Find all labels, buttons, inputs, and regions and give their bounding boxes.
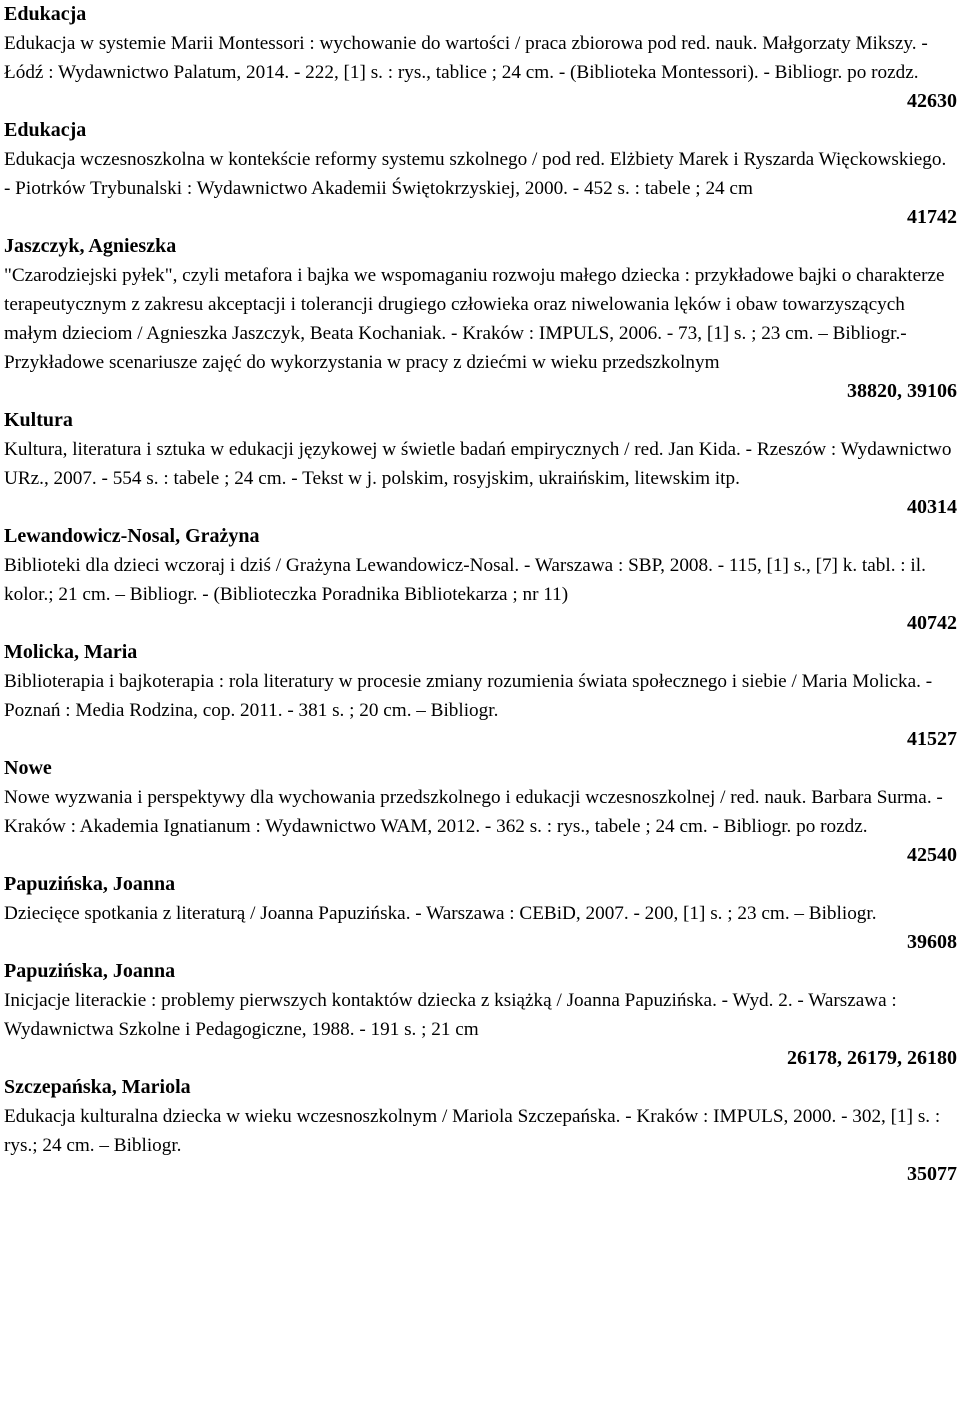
entry-signature: 42540 — [907, 844, 957, 866]
entry-signature: 41527 — [907, 728, 957, 750]
entry-heading: Nowe — [4, 757, 52, 779]
entry-heading: Szczepańska, Mariola — [4, 1076, 191, 1098]
entry-signature: 40742 — [907, 612, 957, 634]
entry-signature: 40314 — [907, 496, 957, 518]
entry-description: Inicjacje literackie : problemy pierwszych kontaktów dziecka z książką / Joanna Papuzińska. - Wyd. 2. - Warszawa : Wydawnictwa Szkolne i Pedagogiczne, 1988. - 191 s. ; 21 cm — [4, 990, 897, 1040]
entry-heading: Lewandowicz-Nosal, Grażyna — [4, 525, 260, 547]
catalog-entry — [0, 0, 960, 116]
catalog-entry — [0, 870, 960, 957]
entry-heading: Molicka, Maria — [4, 641, 138, 663]
entry-description: "Czarodziejski pyłek", czyli metafora i bajka we wspomaganiu rozwoju małego dziecka : przykładowe bajki o charakterze terapeutycznym z zakresu akceptacji i tolerancji drugiego człowieka oraz niwelowania lęków i obaw towarzyszących małym dzieciom / Agnieszka Jaszczyk, Beata Kochaniak. - Kraków : IMPULS, 2006. - 73, [1] s. ; 23 cm. – Bibliogr.- Przykładowe scenariusze zajęć do wykorzystania w pracy z dziećmi w wieku przedszkolnym — [4, 265, 945, 373]
entry-description: Kultura, literatura i sztuka w edukacji językowej w świetle badań empirycznych / red. Jan Kida. - Rzeszów : Wydawnictwo URz., 2007. - 554 s. : tabele ; 24 cm. - Tekst w j. polskim, rosyjskim, ukraińskim, litewskim itp. — [4, 439, 952, 489]
catalog-entry — [0, 522, 960, 638]
entry-description: Dziecięce spotkania z literaturą / Joanna Papuzińska. - Warszawa : CEBiD, 2007. - 200, [1] s. ; 23 cm. – Bibliogr. — [4, 903, 877, 924]
catalog-entry — [0, 754, 960, 870]
entry-signature: 26178, 26179, 26180 — [787, 1047, 957, 1069]
entry-signature: 38820, 39106 — [847, 380, 957, 402]
catalog-entry — [0, 232, 960, 406]
entry-heading: Papuzińska, Joanna — [4, 873, 176, 895]
entry-description: Biblioteki dla dzieci wczoraj i dziś / Grażyna Lewandowicz-Nosal. - Warszawa : SBP, 2008. - 115, [1] s., [7] k. tabl. : il. kolor.; 21 cm. – Bibliogr. - (Biblioteczka Poradnika Bibliotekarza ; nr 11) — [4, 555, 926, 605]
entry-heading: Edukacja — [4, 119, 87, 141]
entry-heading: Edukacja — [4, 3, 87, 25]
entry-heading: Kultura — [4, 409, 73, 431]
entry-description: Edukacja kulturalna dziecka w wieku wczesnoszkolnym / Mariola Szczepańska. - Kraków : IMPULS, 2000. - 302, [1] s. : rys.; 24 cm. – Bibliogr. — [4, 1106, 941, 1156]
entry-description: Edukacja w systemie Marii Montessori : wychowanie do wartości / praca zbiorowa pod red. nauk. Małgorzaty Mikszy. - Łódź : Wydawnictwo Palatum, 2014. - 222, [1] s. : rys., tablice ; 24 cm. - (Biblioteka Montessori). - Bibliogr. po rozdz. — [4, 33, 928, 83]
entry-heading: Papuzińska, Joanna — [4, 960, 176, 982]
entry-signature: 42630 — [907, 90, 957, 112]
entry-signature: 39608 — [907, 931, 957, 953]
entry-heading: Jaszczyk, Agnieszka — [4, 235, 177, 257]
entry-signature: 41742 — [907, 206, 957, 228]
catalog-entry — [0, 957, 960, 1073]
catalog-entry — [0, 116, 960, 232]
entry-description: Nowe wyzwania i perspektywy dla wychowania przedszkolnego i edukacji wczesnoszkolnej / red. nauk. Barbara Surma. - Kraków : Akademia Ignatianum : Wydawnictwo WAM, 2012. - 362 s. : rys., tabele ; 24 cm. - Bibliogr. po rozdz. — [4, 787, 943, 837]
entry-signature: 35077 — [907, 1163, 957, 1185]
catalog-entry — [0, 406, 960, 522]
entry-description: Edukacja wczesnoszkolna w kontekście reformy systemu szkolnego / pod red. Elżbiety Marek i Ryszarda Więckowskiego. - Piotrków Trybunalski : Wydawnictwo Akademii Świętokrzyskiej, 2000. - 452 s. : tabele ; 24 cm — [4, 149, 947, 199]
catalog-entry — [0, 1073, 960, 1189]
catalog-entry — [0, 638, 960, 754]
entry-description: Biblioterapia i bajkoterapia : rola literatury w procesie zmiany rozumienia świata społecznego i siebie / Maria Molicka. - Poznań : Media Rodzina, cop. 2011. - 381 s. ; 20 cm. – Bibliogr. — [4, 671, 933, 721]
